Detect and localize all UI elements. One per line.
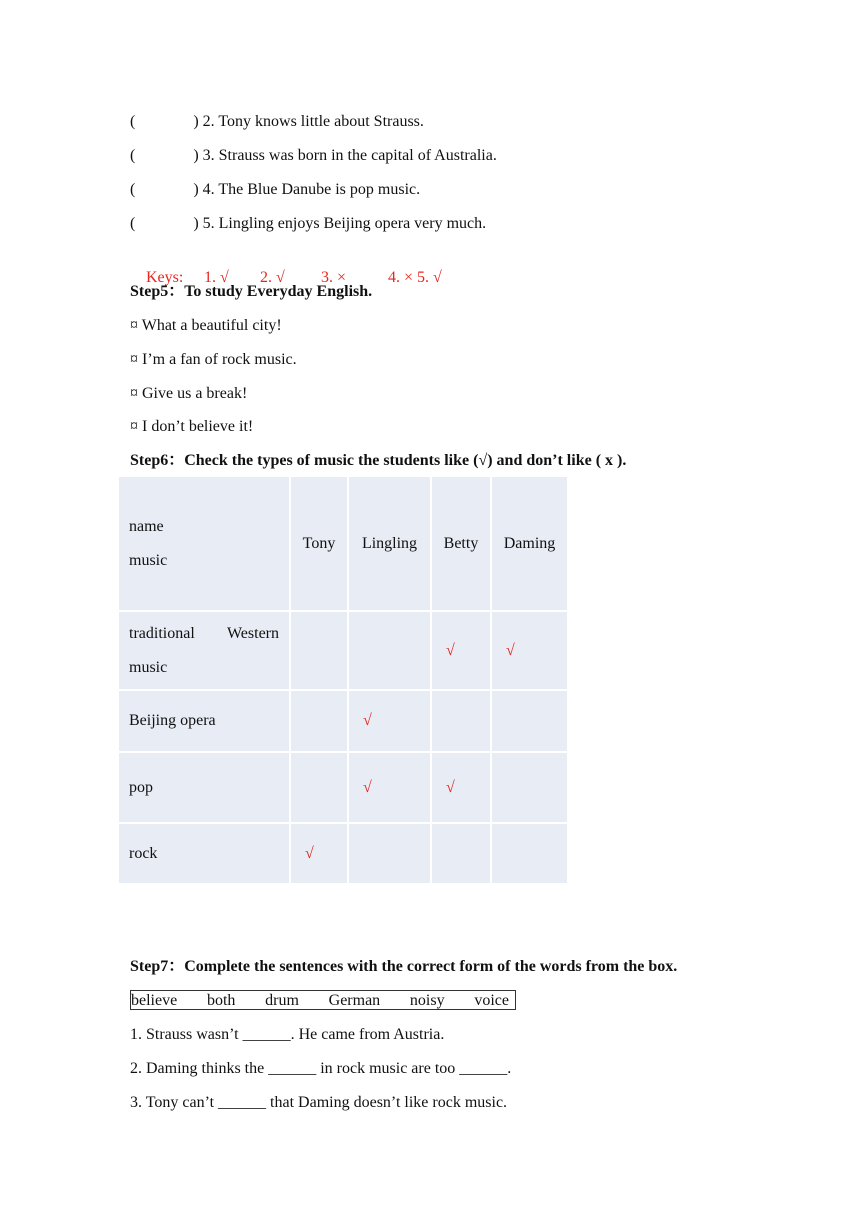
answer-paren-open: ( [130,113,136,130]
answer-paren-open: ( [130,147,136,164]
fill-in-sentence: 1. Strauss wasn’t ______. He came from Austria. [130,1026,445,1043]
key-item: 1. √ [204,269,229,286]
row-label-traditional-western [119,612,291,691]
fill-in-sentence: 3. Tony can’t ______ that Daming doesn’t like rock music. [130,1094,508,1111]
table-cell [291,753,349,824]
table-cell [291,612,349,691]
row-label-rock: rock [119,824,291,885]
table-row [119,691,569,753]
key-item: 4. × 5. √ [388,269,442,286]
header-music-label: music [129,551,168,569]
answer-paren-open: ( [130,181,136,198]
answer-paren-open: ( [130,215,136,232]
question-text: ) 4. The Blue Danube is pop music. [193,181,421,198]
header-corner-cell [119,477,291,612]
word-box-item: both [206,992,236,1009]
table-cell: √ [432,753,492,824]
table-cell [349,824,432,885]
word-box-item: believe [131,992,178,1009]
everyday-english-item: ¤ I’m a fan of rock music. [130,351,297,368]
word-box [130,990,516,1010]
row-label-part: traditional [129,624,195,642]
step5-title: Step5：To study Everyday English. [130,283,373,300]
table-row [119,753,569,824]
everyday-english-item: ¤ I don’t believe it! [130,418,254,435]
question-5 [130,214,486,234]
table-cell [492,753,569,824]
table-cell [349,612,432,691]
question-text: ) 5. Lingling enjoys Beijing opera very much. [193,215,487,232]
table-cell [492,691,569,753]
table-cell: √ [349,691,432,753]
music-preference-table [119,477,569,885]
question-text: ) 2. Tony knows little about Strauss. [193,113,424,130]
table-header-row [119,477,569,612]
column-header-daming: Daming [492,477,569,612]
table-cell: √ [349,753,432,824]
word-box-item: drum [265,992,299,1009]
question-3 [130,146,497,166]
step7-title: Step7：Complete the sentences with the correct form of the words from the box. [130,958,678,975]
table-cell: √ [291,824,349,885]
column-header-tony: Tony [291,477,349,612]
table-cell [492,824,569,885]
step6-title: Step6：Check the types of music the students like (√) and don’t like ( x ). [130,452,627,469]
table-cell [432,691,492,753]
table-cell [291,691,349,753]
everyday-english-item: ¤ Give us a break! [130,385,248,402]
table-cell: √ [432,612,492,691]
table-cell: √ [492,612,569,691]
word-box-item: German [328,992,381,1009]
fill-in-sentence: 2. Daming thinks the ______ in rock music are too ______. [130,1060,512,1077]
table-row [119,824,569,885]
keys-label: Keys: [146,269,184,286]
table-cell [432,824,492,885]
column-header-lingling: Lingling [349,477,432,612]
question-text: ) 3. Strauss was born in the capital of Australia. [193,147,497,164]
column-header-betty: Betty [432,477,492,612]
row-label-part: Western [226,624,279,642]
word-box-item: voice [474,992,509,1009]
question-2 [130,112,424,132]
key-item: 3. × [321,269,347,286]
row-label-part: music [129,658,168,676]
row-label-pop: pop [119,753,291,824]
table-row [119,612,569,691]
key-item: 2. √ [260,269,285,286]
row-label-beijing-opera: Beijing opera [119,691,291,753]
everyday-english-item: ¤ What a beautiful city! [130,317,282,334]
question-4 [130,180,420,200]
word-box-item: noisy [409,992,445,1009]
header-name-label: name [129,517,164,535]
